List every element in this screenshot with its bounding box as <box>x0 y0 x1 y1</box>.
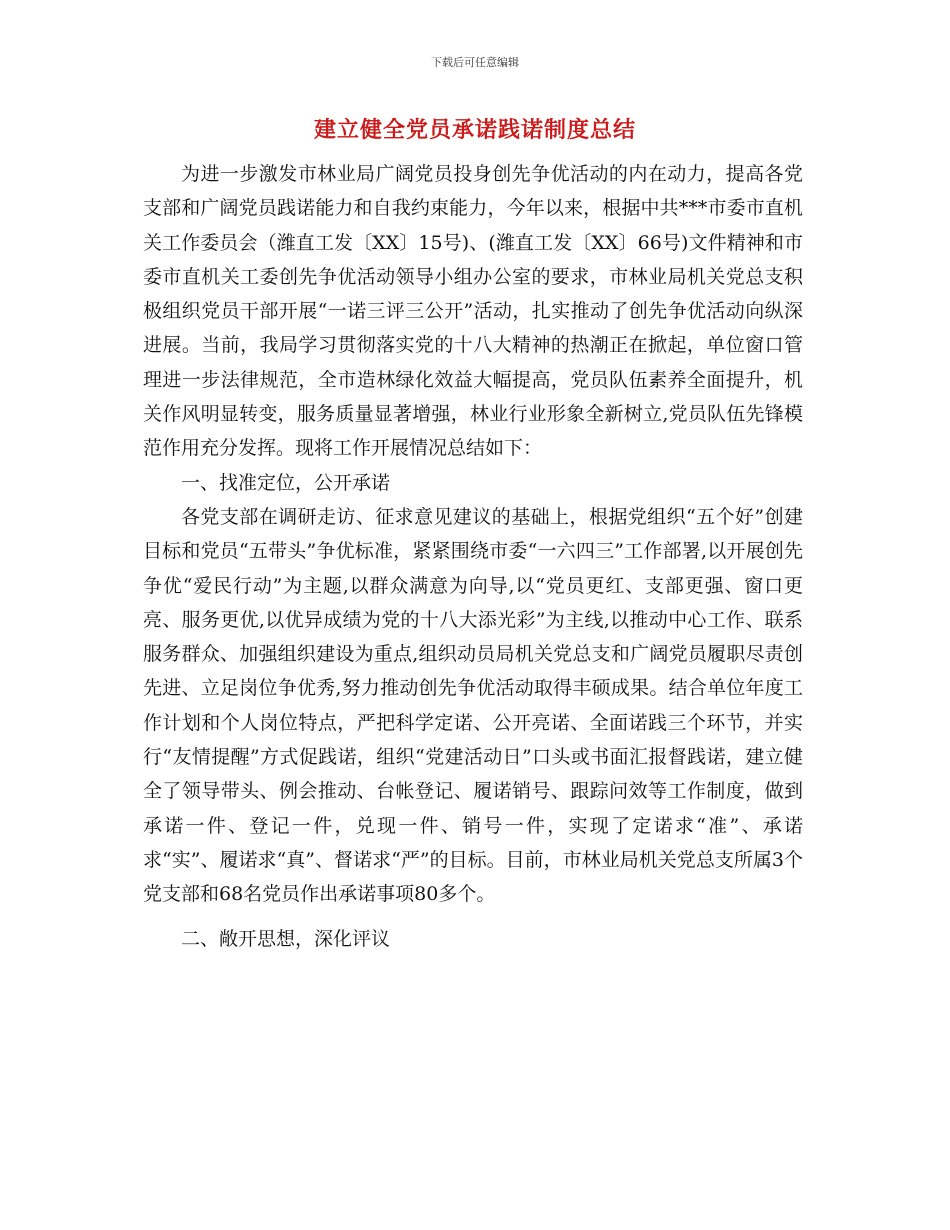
paragraph-intro: 为进一步激发市林业局广阔党员投身创先争优活动的内在动力，提高各党支部和广阔党员践诺能力和自我约束能力，今年以来，根据中共***市委市直机关工作委员会（潍直工发〔XX〕15号)、(潍直工发〔XX〕66号)文件精神和市委市直机关工委创先争优活动领导小组办公室的要求，市林业局机关党总支积极组织党员干部开展“一诺三评三公开”活动，扎实推动了创先争优活动向纵深进展。当前，我局学习贯彻落实党的十八大精神的热潮正在掀起，单位窗口管理进一步法律规范，全市造林绿化效益大幅提高，党员队伍素养全面提升，机关作风明显转变，服务质量显著增强，林业行业形象全新树立,党员队伍先锋模范作用充分发挥。现将工作开展情况总结如下： <box>143 163 803 460</box>
document-body <box>143 157 803 956</box>
section-heading-1: 一、找准定位，公开承诺 <box>181 471 391 494</box>
header-note: 下载后可任意编辑 <box>431 56 519 69</box>
section-heading-2: 二、敞开思想，深化评议 <box>181 927 391 950</box>
paragraph-section-1: 各党支部在调研走访、征求意见建议的基础上，根据党组织“五个好”创建目标和党员“五带头”争优标准，紧紧围绕市委“一六四三”工作部署,以开展创先争优“爱民行动”为主题,以群众满意为向导,以“党员更红、支部更强、窗口更亮、服务更优,以优异成绩为党的十八大添光彩”为主线,以推动中心工作、联系服务群众、加强组织建设为重点,组织动员局机关党总支和广阔党员履职尽责创先进、立足岗位争优秀,努力推动创先争优活动取得丰硕成果。结合单位年度工作计划和个人岗位特点，严把科学定诺、公开亮诺、全面诺践三个环节，并实行“友情提醒”方式促践诺，组织“党建活动日”口头或书面汇报督践诺，建立健全了领导带头、例会推动、台帐登记、履诺销号、跟踪问效等工作制度，做到承诺一件、登记一件，兑现一件、销号一件，实现了定诺求“准”、承诺求“实”、履诺求“真”、督诺求“严”的目标。目前，市林业局机关党总支所属3个党支部和68名党员作出承诺事项80多个。 <box>143 505 803 906</box>
document-title: 建立健全党员承诺践诺制度总结 <box>313 117 636 143</box>
